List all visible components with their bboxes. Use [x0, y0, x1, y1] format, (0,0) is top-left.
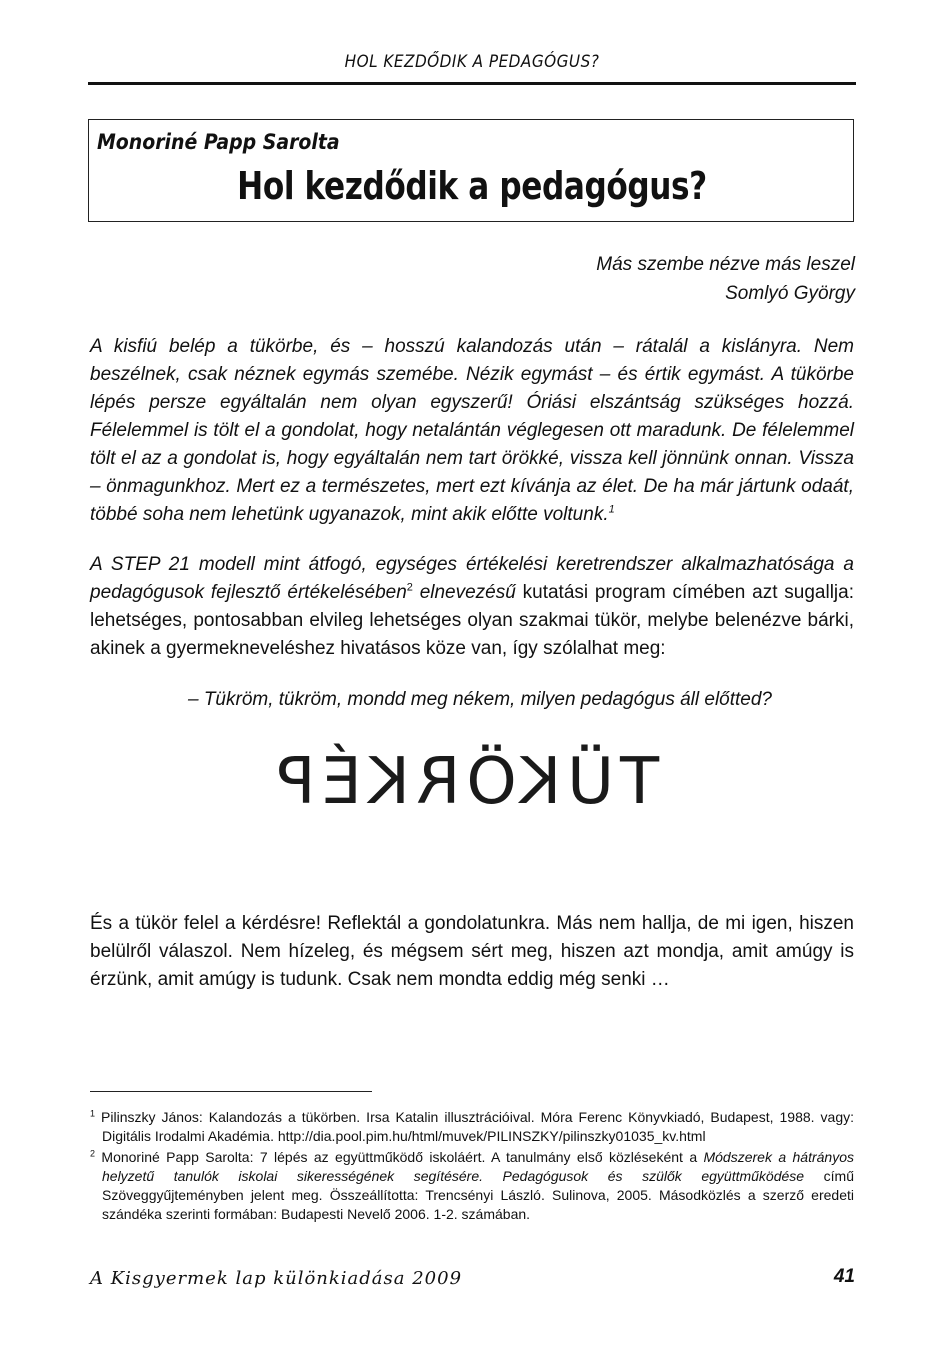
epigraph-attribution: Somlyó György	[725, 283, 855, 304]
footnotes	[90, 1108, 854, 1226]
footnote-rule	[90, 1091, 372, 1092]
title-box	[88, 119, 854, 222]
epigraph	[596, 250, 855, 308]
footnote-2-pre: Monoriné Papp Sarolta: 7 lépés az együttműködő iskoláért. A tanulmány első közléseként a	[101, 1149, 704, 1165]
epigraph-line: Más szembe nézve más leszel	[596, 254, 855, 275]
paragraph-1-text: A kisfiú belép a tükörbe, és – hosszú kalandozás után – rátalál a kislányra. Nem beszélnek, csak néznek egymás szemébe. Nézik egymást – és értik egymást. A tükörbe lépés persze egyáltalán nem olyan egyszerű! Óriási elszántság szükséges hozzá. Félelemmel is tölt el a gondolat, hogy netalántán véglegesen ott maradunk. De félelemmel tölt el az a gondolat is, hogy egyáltalán nem tart örökké, vissza kell jönnünk onnan. Vissza – önmagunkhoz. Mert ez a természetes, mert ezt kívánja az élet. De ha már jártunk odaát, többé soha nem lehetünk ugyanazok, mint akik előtte voltunk.	[90, 336, 854, 525]
paragraph-1	[90, 333, 854, 529]
article-title: Hol kezdődik a pedagógus?	[237, 164, 707, 208]
footnote-ref-1: 1	[608, 503, 615, 516]
footer-publication: A Kisgyermek lap különkiadása 2009	[90, 1268, 463, 1289]
running-head: HOL KEZDŐDIK A PEDAGÓGUS?	[344, 52, 600, 72]
footnote-1	[90, 1108, 854, 1146]
footnote-num-2: 2	[90, 1148, 96, 1159]
footnote-2-post: című Szöveggyűjteményben jelent meg. Összeállította: Trencsényi László. Sulinova, 2005. Másodközlés a szerző eredeti szándéka szerinti formában: Budapesti Nevelő 2006. 1-2. számában.	[102, 1168, 854, 1222]
header-rule	[88, 82, 856, 85]
footnote-2	[90, 1148, 854, 1224]
footnote-num-1: 1	[90, 1108, 96, 1119]
paragraph-2-rest: kutatási program címében azt sugallja: lehetséges, pontosabban elvileg lehetséges olyan szakmai tükör, melybe belenézve bárki, akinek a gyermekneveléshez hivatásos köze van, így szólalhat meg:	[90, 582, 854, 659]
program-title-suffix: elnevezésű	[412, 582, 516, 603]
author-name: Monoriné Papp Sarolta	[97, 130, 340, 154]
page-number: 41	[833, 1266, 855, 1287]
footnote-ref-2: 2	[406, 581, 413, 594]
paragraph-2	[90, 551, 854, 663]
mirror-quote: – Tükröm, tükröm, mondd meg nékem, milyen pedagógus áll előtted?	[187, 689, 773, 710]
program-title: A STEP 21 modell mint átfogó, egységes értékelési keretrendszer alkalmazhatósága a pedagógusok fejlesztő értékelésében	[90, 554, 854, 603]
mirrored-word: TÜKÖRKÉP	[270, 745, 660, 819]
footnote-2-italic: Módszerek a hátrányos helyzetű tanulók iskolai sikerességének segítésére. Pedagógusok és szülők együttműködése	[102, 1149, 854, 1184]
footnote-1-text: Pilinszky János: Kalandozás a tükörben. Irsa Katalin illusztrációival. Móra Ferenc Könyvkiadó, Budapest, 1988. vagy: Digitális Irodalmi Akadémia. http://dia.pool.pim.hu/html/muvek/PILINSZKY/pilinszky01035_kv.html	[101, 1109, 855, 1144]
paragraph-3: És a tükör felel a kérdésre! Reflektál a gondolatunkra. Más nem hallja, de mi igen, hiszen belülről válaszol. Nem hízeleg, és mégsem sért meg, hiszen azt mondja, amit amúgy is érzünk, amit amúgy is tudunk. Csak nem mondta eddig még senki …	[90, 913, 854, 990]
